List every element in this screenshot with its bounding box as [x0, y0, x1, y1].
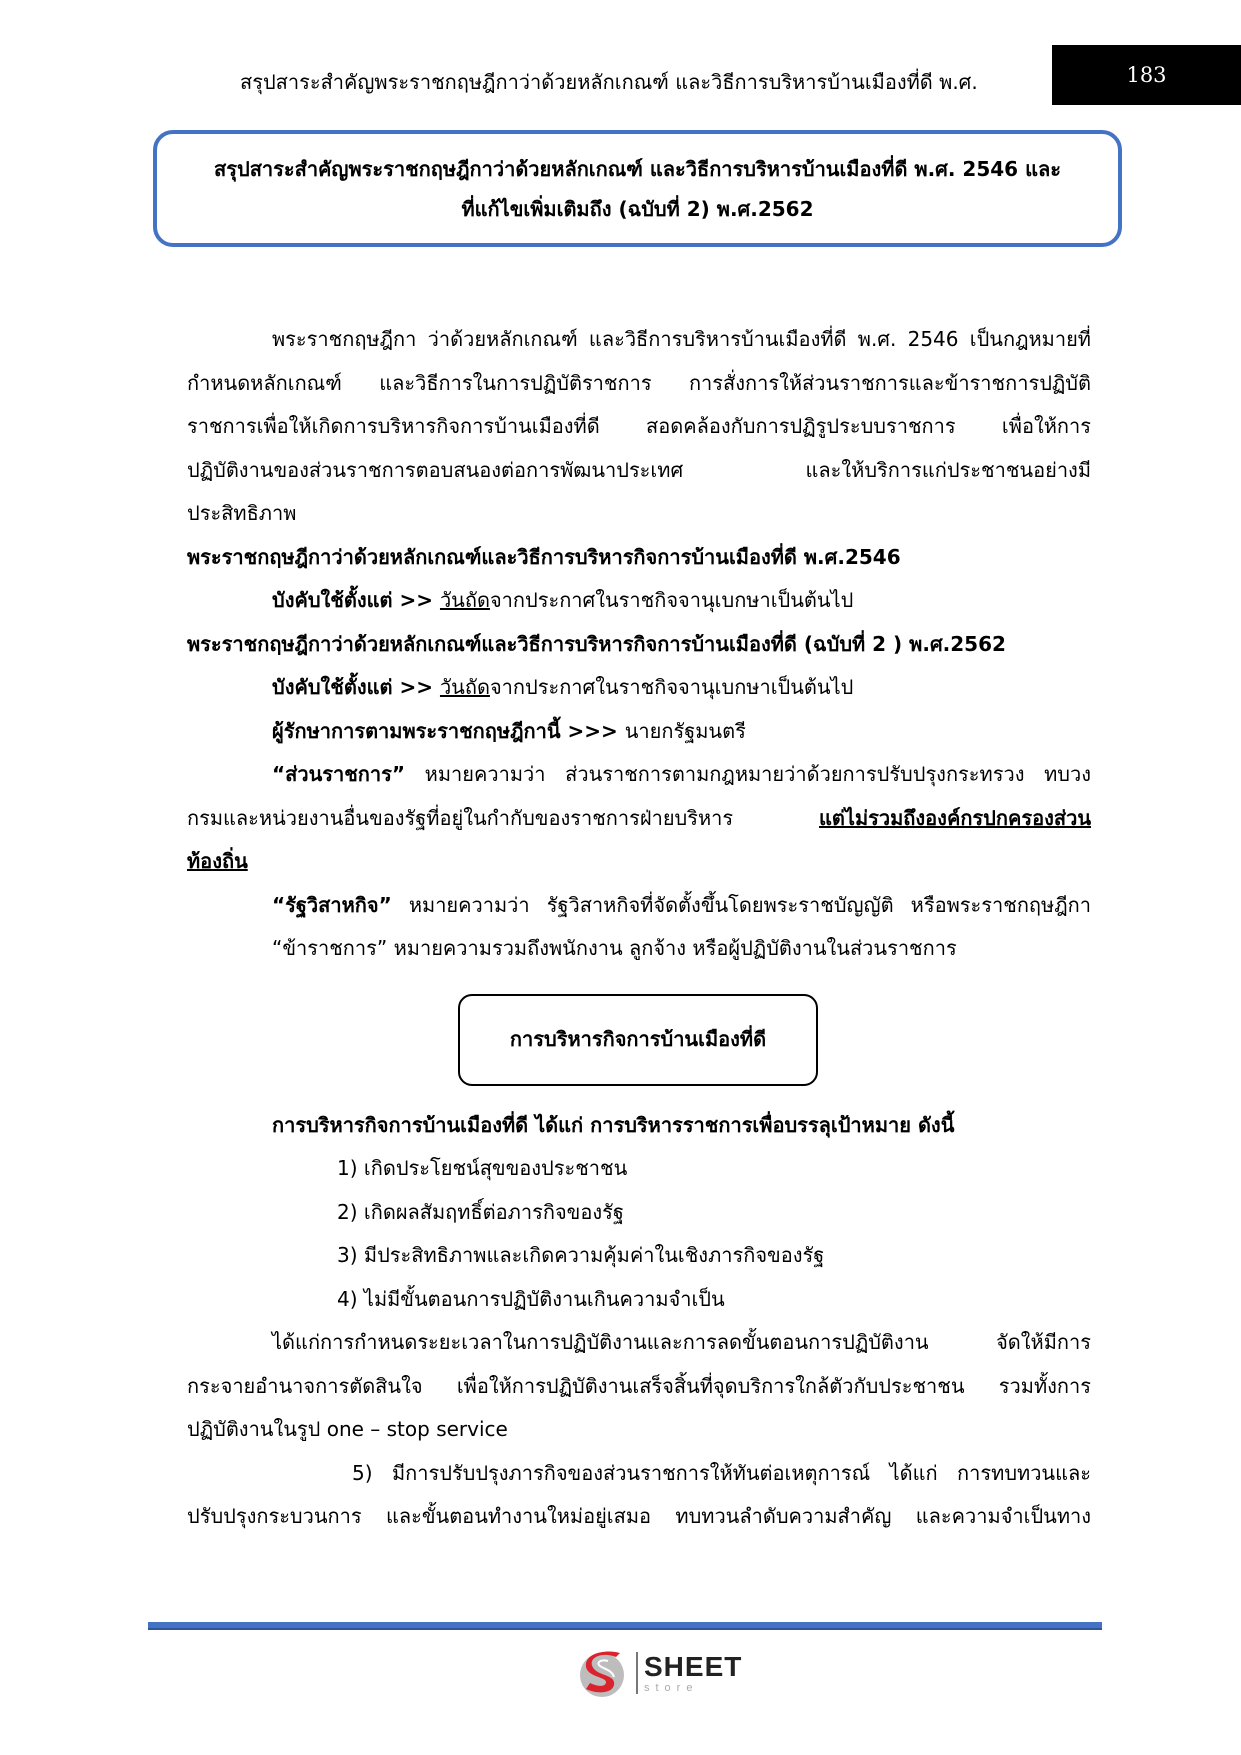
- governance-heading: การบริหารกิจการบ้านเมืองที่ดี ได้แก่ การบริหารราชการเพื่อบรรลุเป้าหมาย ดังนี้: [272, 1112, 955, 1137]
- soe-text: หมายความว่า รัฐวิสาหกิจที่จัดตั้งขึ้นโดยพระราชบัญญัติ หรือพระราชกฤษฎีกา: [391, 892, 1091, 917]
- agency-term: “ส่วนราชการ”: [272, 762, 406, 786]
- agency-exclusion: แต่ไม่รวมถึงองค์กรปกครองส่วน: [819, 805, 1091, 830]
- logo-sub-text: store: [644, 1681, 699, 1694]
- definition-soe: [187, 884, 1091, 928]
- intro-line: ประสิทธิภาพ: [187, 501, 297, 525]
- logo-main-text: SHEET: [644, 1650, 743, 1682]
- definition-agency-line-2: [187, 797, 1091, 841]
- effective-underlined: วันถัด: [439, 675, 490, 699]
- governance-item: 2) เกิดผลสัมฤทธิ์ต่อภารกิจของรัฐ: [337, 1199, 624, 1224]
- page-number: 183: [1052, 45, 1241, 105]
- governance-item-5-line-1: 5) มีการปรับปรุงภารกิจของส่วนราชการให้ทันต่อเหตุการณ์ ได้แก่ การทบทวนและ: [352, 1460, 1091, 1485]
- governance-item: 4) ไม่มีขั้นตอนการปฏิบัติงานเกินความจำเป็น: [337, 1286, 725, 1311]
- soe-term: “รัฐวิสาหกิจ”: [272, 892, 392, 917]
- decree-2-title: พระราชกฤษฎีกาว่าด้วยหลักเกณฑ์และวิธีการบริหารกิจการบ้านเมืองที่ดี (ฉบับที่ 2 ) พ.ศ.2562: [187, 631, 1006, 656]
- document-title-line-2: ที่แก้ไขเพิ่มเติมถึง (ฉบับที่ 2) พ.ศ.2562: [461, 196, 814, 221]
- document-body: [187, 318, 1091, 1539]
- intro-line: ปฏิบัติงานของส่วนราชการตอบสนองต่อการพัฒนาประเทศ และให้บริการแก่ประชาชนอย่างมี: [187, 457, 1091, 482]
- definition-official: “ข้าราชการ” หมายความรวมถึงพนักงาน ลูกจ้าง หรือผู้ปฏิบัติงานในส่วนราชการ: [272, 936, 957, 960]
- definition-agency-line-1: [187, 753, 1091, 797]
- footer-divider: [148, 1622, 1102, 1630]
- sheet-store-logo: [578, 1647, 748, 1699]
- governance-paragraph-line: ได้แก่การกำหนดระยะเวลาในการปฏิบัติงานและการลดขั้นตอนการปฏิบัติงาน จัดให้มีการ: [272, 1330, 1091, 1354]
- logo-separator: [636, 1652, 638, 1694]
- intro-line: กำหนดหลักเกณฑ์ และวิธีการในการปฏิบัติราชการ การสั่งการให้ส่วนราชการและข้าราชการปฏิบัติ: [187, 370, 1091, 395]
- document-title-box: [153, 130, 1122, 247]
- running-header-title: สรุปสาระสำคัญพระราชกฤษฎีกาว่าด้วยหลักเกณฑ์ และวิธีการบริหารบ้านเมืองที่ดี พ.ศ.: [240, 70, 978, 94]
- governance-item-5-line-2: ปรับปรุงกระบวนการ และขั้นตอนทำงานใหม่อยู่เสมอ ทบทวนลำดับความสำคัญ และความจำเป็นทาง: [187, 1504, 1091, 1528]
- intro-line: พระราชกฤษฎีกา ว่าด้วยหลักเกณฑ์ และวิธีการบริหารบ้านเมืองที่ดี พ.ศ. 2546 เป็นกฎหมายที่: [272, 327, 1091, 351]
- governance-item: 3) มีประสิทธิภาพและเกิดความคุ้มค่าในเชิงภารกิจของรัฐ: [337, 1243, 825, 1267]
- keeper-label: ผู้รักษาการตามพระราชกฤษฎีกานี้ >>>: [272, 718, 625, 743]
- governance-paragraph-line: ปฏิบัติงานในรูป one – stop service: [187, 1417, 508, 1441]
- document-title-line-1: สรุปสาระสำคัญพระราชกฤษฎีกาว่าด้วยหลักเกณฑ์ และวิธีการบริหารบ้านเมืองที่ดี พ.ศ. 2546 และ: [214, 156, 1061, 181]
- section-heading-box: การบริหารกิจการบ้านเมืองที่ดี: [458, 994, 818, 1086]
- decree-2-keeper: [187, 710, 1091, 754]
- sheet-logo-icon: [578, 1647, 632, 1699]
- agency-text: กรมและหน่วยงานอื่นของรัฐที่อยู่ในกำกับของราชการฝ่ายบริหาร: [187, 805, 820, 830]
- decree-2-effective: [187, 666, 1091, 710]
- decree-1-title: พระราชกฤษฎีกาว่าด้วยหลักเกณฑ์และวิธีการบริหารกิจการบ้านเมืองที่ดี พ.ศ.2546: [187, 544, 901, 569]
- agency-exclusion-end: ท้องถิ่น: [187, 849, 248, 873]
- governance-paragraph-line: กระจายอำนาจการตัดสินใจ เพื่อให้การปฏิบัติงานเสร็จสิ้นที่จุดบริการใกล้ตัวกับประชาชน รวมทั้งการ: [187, 1373, 1091, 1398]
- keeper-value: นายกรัฐมนตรี: [624, 718, 746, 743]
- effective-label: บังคับใช้ตั้งแต่ >>: [272, 588, 440, 612]
- effective-label: บังคับใช้ตั้งแต่ >>: [272, 675, 440, 699]
- intro-line: ราชการเพื่อให้เกิดการบริหารกิจการบ้านเมืองที่ดี สอดคล้องกับการปฏิรูประบบราชการ เพื่อให้การ: [187, 414, 1091, 438]
- definition-agency-line-3: [187, 840, 1091, 884]
- effective-rest: จากประกาศในราชกิจจานุเบกษาเป็นต้นไป: [489, 675, 854, 699]
- governance-item: 1) เกิดประโยชน์สุขของประชาชน: [337, 1156, 628, 1180]
- decree-1-effective: [187, 579, 1091, 623]
- logo-wordmark: [644, 1650, 743, 1694]
- effective-rest: จากประกาศในราชกิจจานุเบกษาเป็นต้นไป: [489, 588, 854, 612]
- agency-text: หมายความว่า ส่วนราชการตามกฎหมายว่าด้วยการปรับปรุงกระทรวง ทบวง: [405, 762, 1091, 786]
- effective-underlined: วันถัด: [439, 588, 490, 612]
